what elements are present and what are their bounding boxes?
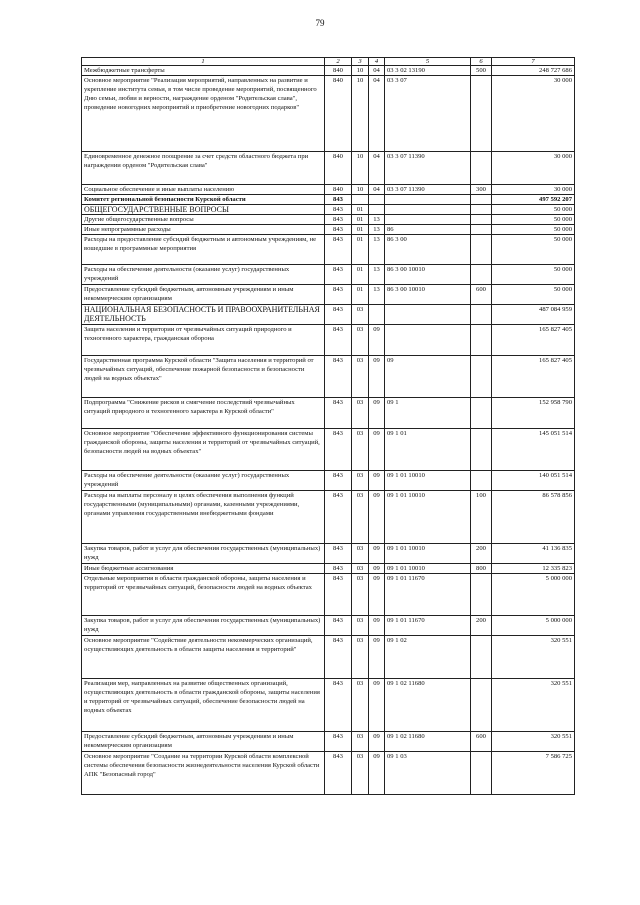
subsection-cell [369,305,385,325]
code-gr-cell: 843 [325,265,352,285]
target-article-cell: 09 [385,356,471,398]
subsection-cell: 09 [369,491,385,544]
row-name-cell: Реализация мер, направленных на развитие общественных организаций, осуществляющих деятельность в области гражданской обороны, защиты населения и территорий от чрезвычайных ситуаций, обеспечение безопасности людей на водных объектах [82,679,325,732]
section-cell: 01 [352,235,369,265]
table-row [82,325,575,356]
amount-cell: 12 335 823 [492,564,575,574]
expense-type-cell: 100 [471,491,492,544]
expense-type-cell: 200 [471,616,492,636]
row-name-cell: Расходы на предоставление субсидий бюджетным и автономным учреждениям, не вошедшие в программные мероприятия [82,235,325,265]
code-gr-cell: 843 [325,225,352,235]
amount-cell: 50 000 [492,215,575,225]
row-name-cell: Основное мероприятие "Реализация мероприятий, направленных на развитие и укрепление института семьи, в том числе проведение мероприятий, посвященного Дню семьи, любви и верности, награждение орденом "Родительская слава", проведение новогодних мероприятий и приобретение новогодних подарков" [82,76,325,152]
table-row [82,544,575,564]
amount-cell: 497 592 207 [492,195,575,205]
expense-type-cell [471,636,492,679]
section-cell: 10 [352,152,369,185]
section-cell: 03 [352,305,369,325]
code-gr-cell: 843 [325,305,352,325]
amount-cell: 487 084 959 [492,305,575,325]
section-cell: 03 [352,544,369,564]
subsection-cell: 09 [369,732,385,752]
amount-cell: 50 000 [492,285,575,305]
section-cell: 03 [352,679,369,732]
page-number: 79 [315,18,325,28]
target-article-cell [385,195,471,205]
target-article-cell: 86 [385,225,471,235]
expense-type-cell [471,225,492,235]
code-gr-cell: 843 [325,285,352,305]
target-article-cell: 03 3 07 [385,76,471,152]
amount-cell: 320 551 [492,679,575,732]
row-name-cell: ОБЩЕГОСУДАРСТВЕННЫЕ ВОПРОСЫ [82,205,325,215]
amount-cell: 320 551 [492,636,575,679]
table-row [82,732,575,752]
code-gr-cell: 843 [325,636,352,679]
row-name-cell: Межбюджетные трансферты [82,66,325,76]
table-row [82,205,575,215]
row-name-cell: Другие общегосударственные вопросы [82,215,325,225]
table-row [82,235,575,265]
target-article-cell: 09 1 01 11670 [385,574,471,616]
target-article-cell: 09 1 01 10010 [385,544,471,564]
section-cell: 03 [352,732,369,752]
amount-cell: 5 000 000 [492,616,575,636]
table-row [82,225,575,235]
row-name-cell: Расходы на выплаты персоналу в целях обеспечения выполнения функций государственными (муниципальными) органами, казенными учреждениями, органами управления государственными внебюджетными фондами [82,491,325,544]
expense-type-cell: 600 [471,732,492,752]
table-row [82,574,575,616]
row-name-cell: Комитет региональной безопасности Курской области [82,195,325,205]
amount-cell: 7 586 725 [492,752,575,795]
target-article-cell: 09 1 [385,398,471,429]
row-name-cell: Иные непрограммные расходы [82,225,325,235]
expense-type-cell [471,152,492,185]
subsection-cell: 13 [369,265,385,285]
section-cell [352,195,369,205]
row-name-cell: Социальное обеспечение и иные выплаты населению [82,185,325,195]
row-name-cell: Расходы на обеспечение деятельности (оказание услуг) государственных учреждений [82,471,325,491]
expense-type-cell [471,76,492,152]
amount-cell: 165 827 405 [492,356,575,398]
amount-cell: 50 000 [492,225,575,235]
subsection-cell: 04 [369,152,385,185]
row-name-cell: НАЦИОНАЛЬНАЯ БЕЗОПАСНОСТЬ И ПРАВООХРАНИТЕЛЬНАЯ ДЕЯТЕЛЬНОСТЬ [82,305,325,325]
amount-cell: 248 727 686 [492,66,575,76]
subsection-cell: 09 [369,398,385,429]
subsection-cell: 09 [369,544,385,564]
amount-cell: 320 551 [492,732,575,752]
table-row [82,152,575,185]
code-gr-cell: 843 [325,235,352,265]
section-cell: 03 [352,564,369,574]
code-gr-cell: 843 [325,429,352,471]
expense-type-cell [471,205,492,215]
row-name-cell: Иные бюджетные ассигнования [82,564,325,574]
target-article-cell [385,205,471,215]
target-article-cell: 03 3 07 11390 [385,152,471,185]
code-gr-cell: 843 [325,398,352,429]
target-article-cell: 86 3 00 10010 [385,265,471,285]
section-cell: 10 [352,185,369,195]
code-gr-cell: 843 [325,564,352,574]
section-cell: 03 [352,752,369,795]
code-gr-cell: 843 [325,616,352,636]
target-article-cell: 09 1 01 10010 [385,564,471,574]
target-article-cell: 09 1 01 10010 [385,491,471,544]
row-name-cell: Закупка товаров, работ и услуг для обеспечения государственных (муниципальных) нужд [82,616,325,636]
table-row [82,265,575,285]
subsection-cell: 09 [369,679,385,732]
row-name-cell: Основное мероприятие "Содействие деятельности некоммерческих организаций, осуществляющих деятельность в области защиты населения и территорий" [82,636,325,679]
expense-type-cell [471,195,492,205]
row-name-cell: Подпрограмма "Снижение рисков и смягчение последствий чрезвычайных ситуаций природного и техногенного характера в Курской области" [82,398,325,429]
amount-cell: 30 000 [492,185,575,195]
column-header: 3 [352,58,369,66]
table-row [82,564,575,574]
expense-type-cell [471,305,492,325]
subsection-cell: 13 [369,215,385,225]
column-header: 5 [385,58,471,66]
column-header: 6 [471,58,492,66]
code-gr-cell: 843 [325,491,352,544]
row-name-cell: Предоставление субсидий бюджетным, автономным учреждениям и иным некоммерческим организациям [82,285,325,305]
column-header: 7 [492,58,575,66]
table-row [82,491,575,544]
subsection-cell: 09 [369,325,385,356]
table-row [82,429,575,471]
target-article-cell: 09 1 01 11670 [385,616,471,636]
code-gr-cell: 843 [325,195,352,205]
subsection-cell: 13 [369,235,385,265]
row-name-cell: Предоставление субсидий бюджетным, автономным учреждениям и иным некоммерческим организациям [82,732,325,752]
target-article-cell: 09 1 02 [385,636,471,679]
table-row [82,398,575,429]
row-name-cell: Единовременное денежное поощрение за счет средств областного бюджета при награждении орденом "Родительская слава" [82,152,325,185]
code-gr-cell: 843 [325,205,352,215]
target-article-cell: 03 3 02 13190 [385,66,471,76]
section-cell: 03 [352,491,369,544]
code-gr-cell: 843 [325,679,352,732]
target-article-cell [385,215,471,225]
amount-cell: 50 000 [492,205,575,215]
section-cell: 03 [352,471,369,491]
section-cell: 01 [352,265,369,285]
section-cell: 03 [352,325,369,356]
expense-type-cell [471,429,492,471]
target-article-cell [385,305,471,325]
section-cell: 03 [352,356,369,398]
table-header-row [82,58,575,66]
row-name-cell: Основное мероприятие "Обеспечение эффективного функционирования системы гражданской обороны, защиты населения и территорий от чрезвычайных ситуаций, безопасности людей на водных объектах" [82,429,325,471]
subsection-cell: 13 [369,225,385,235]
amount-cell: 140 051 514 [492,471,575,491]
code-gr-cell: 843 [325,752,352,795]
expense-type-cell [471,356,492,398]
target-article-cell: 09 1 02 11680 [385,679,471,732]
section-cell: 10 [352,66,369,76]
table-row [82,356,575,398]
table-row [82,76,575,152]
target-article-cell: 09 1 01 [385,429,471,471]
code-gr-cell: 843 [325,732,352,752]
target-article-cell: 09 1 02 11680 [385,732,471,752]
expense-type-cell: 600 [471,285,492,305]
subsection-cell [369,195,385,205]
subsection-cell: 09 [369,636,385,679]
column-header: 4 [369,58,385,66]
code-gr-cell: 840 [325,152,352,185]
expense-type-cell [471,235,492,265]
amount-cell: 145 051 514 [492,429,575,471]
expense-type-cell [471,752,492,795]
subsection-cell: 04 [369,185,385,195]
row-name-cell: Государственная программа Курской области "Защита населения и территорий от чрезвычайных ситуаций, обеспечение пожарной безопасности и безопасности людей на водных объектах" [82,356,325,398]
section-cell: 03 [352,616,369,636]
table-row [82,195,575,205]
table-row [82,305,575,325]
amount-cell: 152 958 790 [492,398,575,429]
code-gr-cell: 840 [325,76,352,152]
subsection-cell: 09 [369,564,385,574]
code-gr-cell: 843 [325,356,352,398]
code-gr-cell: 840 [325,66,352,76]
row-name-cell: Защита населения и территории от чрезвычайных ситуаций природного и техногенного характера, гражданская оборона [82,325,325,356]
section-cell: 01 [352,205,369,215]
section-cell: 10 [352,76,369,152]
expense-type-cell: 500 [471,66,492,76]
subsection-cell: 04 [369,66,385,76]
expense-type-cell [471,215,492,225]
subsection-cell: 09 [369,574,385,616]
code-gr-cell: 843 [325,574,352,616]
table-row [82,66,575,76]
row-name-cell: Расходы на обеспечение деятельности (оказание услуг) государственных учреждений [82,265,325,285]
expense-type-cell [471,325,492,356]
target-article-cell [385,325,471,356]
row-name-cell: Отдельные мероприятия в области гражданской обороны, защиты населения и территорий от чрезвычайных ситуаций, безопасности людей на водных объектах [82,574,325,616]
section-cell: 03 [352,636,369,679]
expense-type-cell [471,398,492,429]
subsection-cell: 04 [369,76,385,152]
code-gr-cell: 843 [325,544,352,564]
target-article-cell: 09 1 01 10010 [385,471,471,491]
expense-type-cell [471,574,492,616]
target-article-cell: 09 1 03 [385,752,471,795]
subsection-cell: 13 [369,285,385,305]
subsection-cell: 09 [369,471,385,491]
target-article-cell: 03 3 07 11390 [385,185,471,195]
amount-cell: 5 000 000 [492,574,575,616]
subsection-cell: 09 [369,429,385,471]
table-row [82,215,575,225]
section-cell: 01 [352,215,369,225]
section-cell: 03 [352,429,369,471]
budget-table [81,57,575,795]
subsection-cell: 09 [369,616,385,636]
table-row [82,752,575,795]
section-cell: 03 [352,574,369,616]
section-cell: 01 [352,285,369,305]
target-article-cell: 86 3 00 [385,235,471,265]
subsection-cell: 09 [369,752,385,795]
expense-type-cell [471,679,492,732]
subsection-cell [369,205,385,215]
table-row [82,636,575,679]
table-row [82,616,575,636]
expense-type-cell: 800 [471,564,492,574]
code-gr-cell: 843 [325,325,352,356]
amount-cell: 30 000 [492,152,575,185]
expense-type-cell [471,265,492,285]
code-gr-cell: 843 [325,215,352,225]
target-article-cell: 86 3 00 10010 [385,285,471,305]
section-cell: 03 [352,398,369,429]
amount-cell: 41 136 835 [492,544,575,564]
section-cell: 01 [352,225,369,235]
amount-cell: 165 827 405 [492,325,575,356]
table-row [82,679,575,732]
table-row [82,285,575,305]
table-row [82,471,575,491]
amount-cell: 86 578 856 [492,491,575,544]
amount-cell: 50 000 [492,265,575,285]
row-name-cell: Основное мероприятие "Создание на территории Курской области комплексной системы обеспечения безопасности жизнедеятельности населения Курской области АПК "Безопасный город" [82,752,325,795]
expense-type-cell: 300 [471,185,492,195]
column-header: 2 [325,58,352,66]
code-gr-cell: 840 [325,185,352,195]
subsection-cell: 09 [369,356,385,398]
code-gr-cell: 843 [325,471,352,491]
expense-type-cell: 200 [471,544,492,564]
amount-cell: 30 000 [492,76,575,152]
expense-type-cell [471,471,492,491]
column-header: 1 [82,58,325,66]
table-row [82,185,575,195]
amount-cell: 50 000 [492,235,575,265]
row-name-cell: Закупка товаров, работ и услуг для обеспечения государственных (муниципальных) нужд [82,544,325,564]
